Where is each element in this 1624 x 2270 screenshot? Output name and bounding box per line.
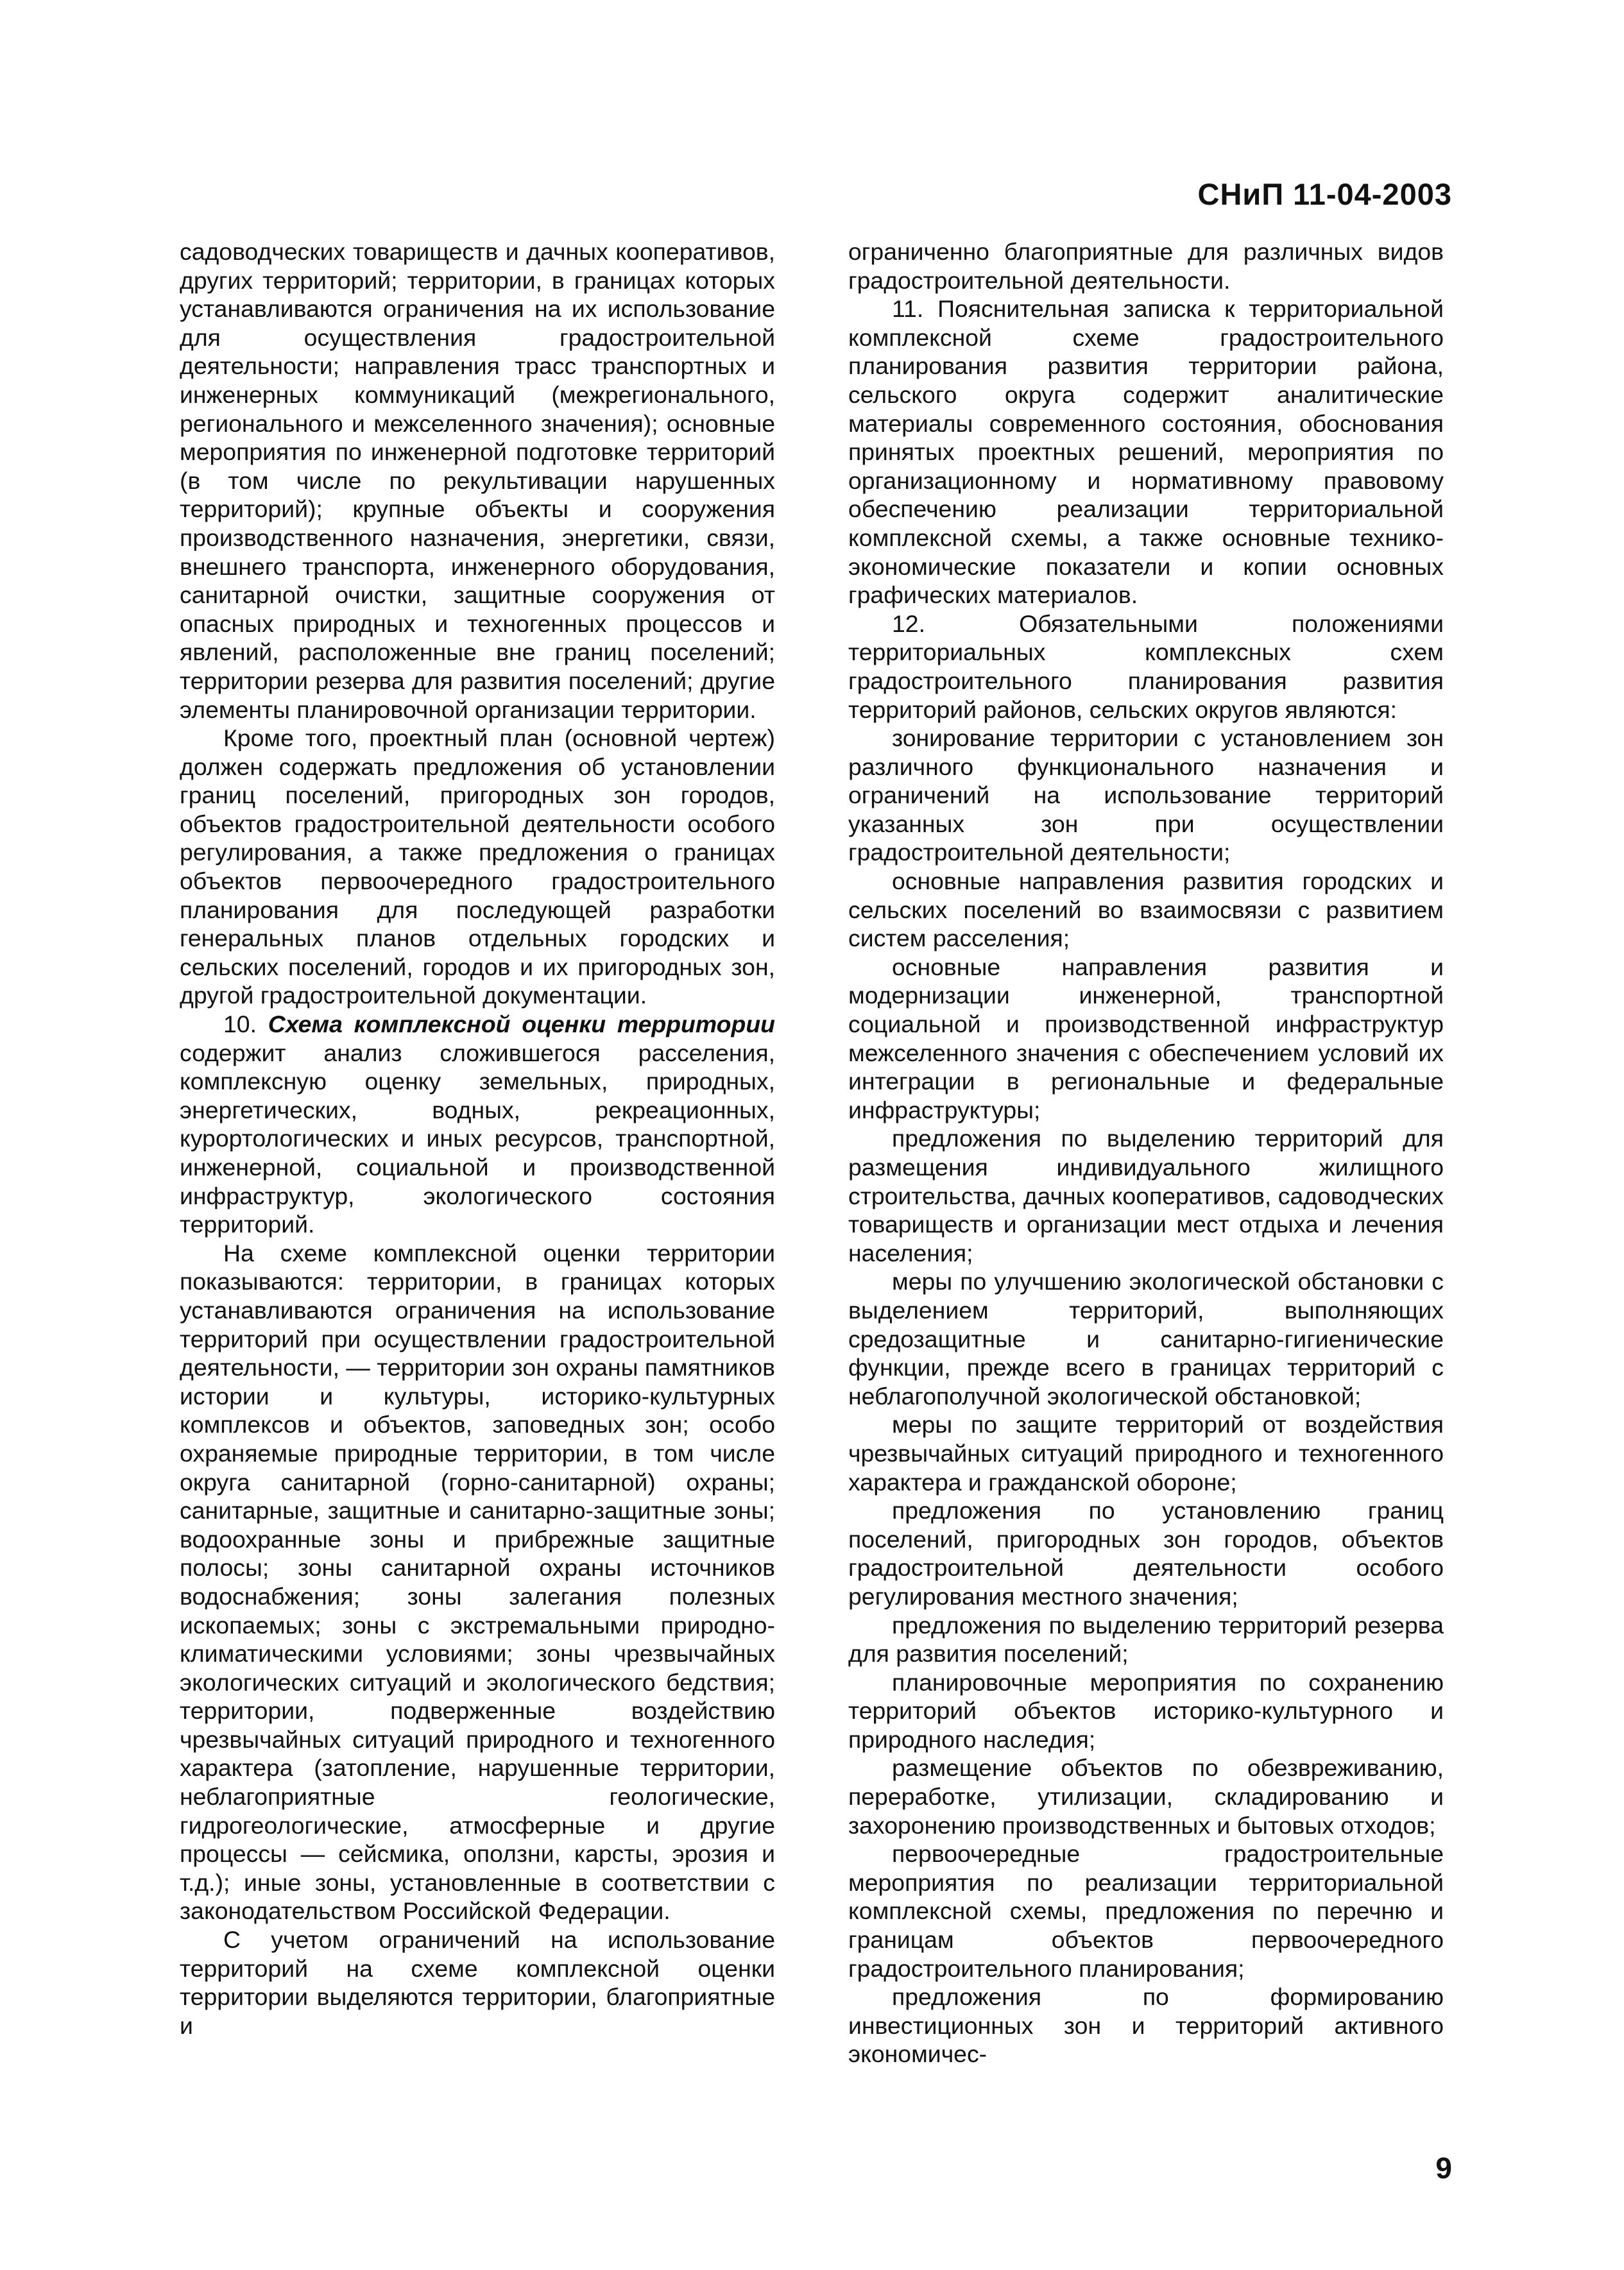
list-item: предложения по выделению территорий резерва для развития поселений; <box>848 1611 1444 1668</box>
paragraph: Кроме того, проектный план (основной чертеж) должен содержать предложения об установлении границ поселений, пригородных зон городов, объектов градостроительной деятельности особого регулирования, а также предложения о границах объектов первоочередного градостроительного планирования для последующей разработки генеральных планов отдельных городских и сельских поселений, городов и их пригородных зон, другой градостроительной документации. <box>180 724 775 1009</box>
list-item: предложения по выделению территорий для размещения индивидуального жилищного строительства, дачных кооперативов, садоводческих товариществ и организации мест отдыха и лечения населения; <box>848 1125 1444 1267</box>
list-item: планировочные мероприятия по сохранению территорий объектов историко-культурного и природного наследия; <box>848 1668 1444 1753</box>
left-column <box>180 237 775 2040</box>
list-item: зонирование территории с установлением зон различного функционального назначения и ограничений на использование территорий указанных зон при осуществлении градостроительной деятельности; <box>848 724 1444 866</box>
list-item: основные направления развития и модернизации инженерной, транспортной социальной и производственной инфраструктур межселенного значения с обеспечением условий их интеграции в региональные и федеральные инфраструктуры; <box>848 953 1444 1123</box>
list-item: предложения по формированию инвестиционных зон и территорий активного экономичес- <box>848 1983 1444 2068</box>
list-item: первоочередные градостроительные мероприятия по реализации территориальной комплексной схемы, предложения по перечню и границам объектов первоочередного градостроительного планирования; <box>848 1840 1444 1982</box>
list-item: размещение объектов по обезвреживанию, переработке, утилизации, складированию и захоронению производственных и бытовых отходов; <box>848 1754 1444 1839</box>
paragraph: С учетом ограничений на использование территорий на схеме комплексной оценки территории выделяются территории, благоприятные и <box>180 1926 775 2039</box>
paragraph: На схеме комплексной оценки территории показываются: территории, в границах которых устанавливаются ограничения на использование территорий при осуществлении градостроительной деятельности, — территории зон охраны памятников истории и культуры, историко-культурных комплексов и объектов, заповедных зон; особо охраняемые природные территории, в том числе округа санитарной (горно-санитарной) охраны; санитарные, защитные и санитарно-защитные зоны; водоохранные зоны и прибрежные защитные полосы; зоны санитарной охраны источников водоснабжения; зоны залегания полезных ископаемых; зоны с экстремальными природно-климатическими условиями; зоны чрезвычайных экологических ситуаций и экологического бедствия; территории, подверженные воздействию чрезвычайных ситуаций природного и техногенного характера (затопление, нарушенные территории, неблагоприятные геологические, гидрогеологические, атмосферные и другие процессы — сейсмика, оползни, карсты, эрозия и т.д.); иные зоны, установленные в соответствии с законодательством Российской Федерации. <box>180 1239 775 1925</box>
list-item: меры по защите территорий от воздействия чрезвычайных ситуаций природного и техногенного характера и гражданской обороне; <box>848 1411 1444 1496</box>
document-code: СНиП 11-04-2003 <box>1197 177 1452 211</box>
section-title: Схема комплексной оценки территории <box>268 1011 775 1038</box>
section-text: содержит анализ сложившегося расселения, комплексную оценку земельных, природных, энергетических, водных, рекреационных, курортологических и иных ресурсов, транспортной, инженерной, социальной и производственной инфраструктур, экологического состояния территорий. <box>180 1039 775 1238</box>
page-number: 9 <box>1435 2151 1452 2185</box>
section-number: 10. <box>223 1011 257 1038</box>
right-column <box>848 237 1444 2069</box>
paragraph: ограниченно благоприятные для различных видов градостроительной деятельности. <box>848 238 1444 294</box>
section-12-paragraph: 12. Обязательными положениями территориальных комплексных схем градостроительного планирования развития территорий районов, сельских округов являются: <box>848 610 1444 723</box>
list-item: меры по улучшению экологической обстановки с выделением территорий, выполняющих средозащитные и санитарно-гигиенические функции, прежде всего в границах территорий с неблагополучной экологической обстановкой; <box>848 1268 1444 1410</box>
section-11-paragraph: 11. Пояснительная записка к территориальной комплексной схеме градостроительного планирования развития территории района, сельского округа содержит аналитические материалы современного состояния, обоснования принятых проектных решений, мероприятия по организационному и нормативному правовому обеспечению реализации территориальной комплексной схемы, а также основные технико-экономические показатели и копии основных графических материалов. <box>848 295 1444 609</box>
section-10-paragraph <box>180 1010 775 1239</box>
paragraph: садоводческих товариществ и дачных кооперативов, других территорий; территории, в границах которых устанавливаются ограничения на их использование для осуществления градостроительной деятельности; направления трасс транспортных и инженерных коммуникаций (межрегионального, регионального и межселенного значения); основные мероприятия по инженерной подготовке территорий (в том числе по рекультивации нарушенных территорий); крупные объекты и сооружения производственного назначения, энергетики, связи, внешнего транспорта, инженерного оборудования, санитарной очистки, защитные сооружения от опасных природных и техногенных процессов и явлений, расположенные вне границ поселений; территории резерва для развития поселений; другие элементы планировочной организации территории. <box>180 238 775 723</box>
list-item: основные направления развития городских и сельских поселений во взаимосвязи с развитием систем расселения; <box>848 867 1444 952</box>
list-item: предложения по установлению границ поселений, пригородных зон городов, объектов градостроительной деятельности особого регулирования местного значения; <box>848 1497 1444 1610</box>
